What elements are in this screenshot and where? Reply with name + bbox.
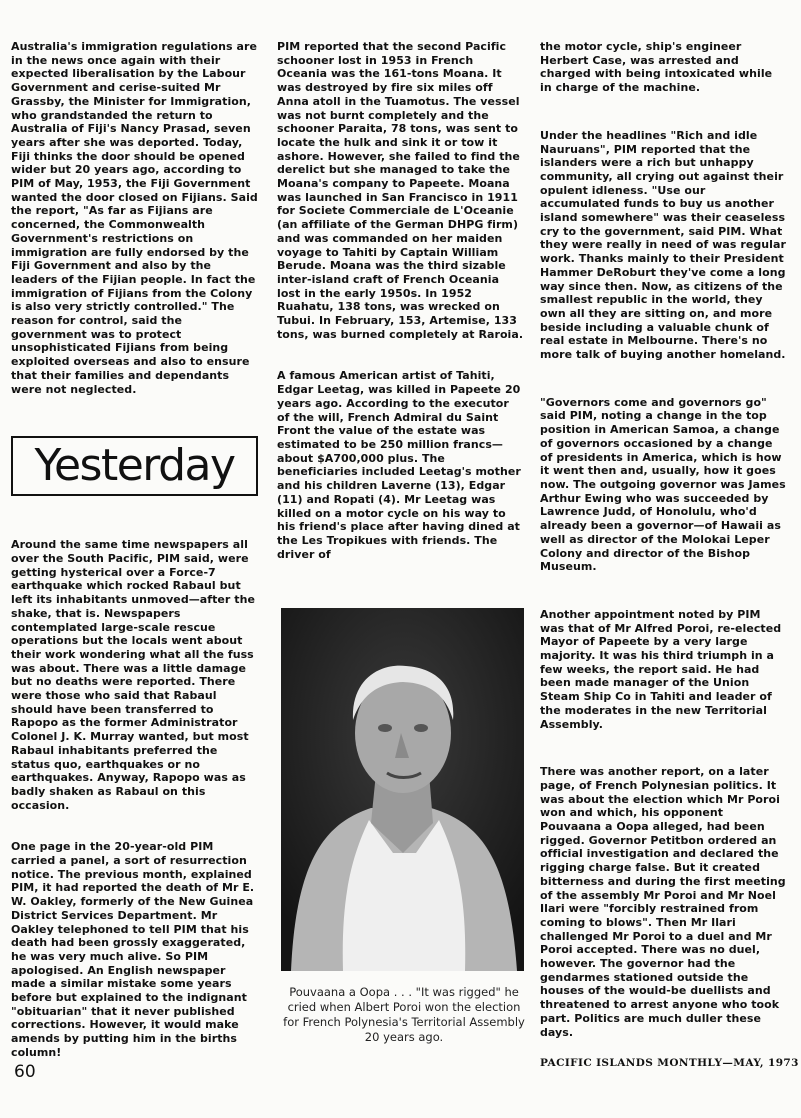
page-number: 60 [14, 1062, 36, 1082]
publication-footer: PACIFIC ISLANDS MONTHLY—MAY, 1973 [540, 1057, 799, 1069]
article-governors: "Governors come and governors go" said PIM, noting a change in the top position in American Samoa, a change of governors occasioned by a change of presidents in America, which is how it went then and, usually, how it goes now. The outgoing governor was James Arthur Ewing who was succeeded by Lawrence Judd, of Honolulu, who'd already been a governor—of Hawaii as well as director of the Molokai Leper Colony and director of the Bishop Museum. [540, 395, 786, 574]
portrait-photo [281, 608, 524, 971]
column-3 [540, 40, 787, 1039]
article-earthquake: Around the same time newspapers all over the South Pacific, PIM said, were getting hysterical over a Force-7 earthquake which rocked Rabaul but left its inhabitants unmoved—after the shake, that is. Newspapers contemplated large-scale rescue operations but the locals went about their work wondering what all the fuss was about. There was a little damage but no deaths were reported. There were those who said that Rabaul should have been transferred to Rapopo as the former Administrator Colonel J. K. Murray wanted, but most Rabaul inhabitants preferred the status quo, earthquakes or no earthquakes. Anyway, Rapopo was as badly shaken as Rabaul on this occasion. [11, 538, 255, 812]
section-heading: Yesterday [34, 440, 235, 492]
column-1 [11, 40, 258, 1060]
section-heading-box [11, 436, 258, 496]
article-politics: There was another report, on a later page, of French Polynesian politics. It was about the election which Mr Poroi won and which, his opponent Pouvaana a Oopa alleged, had been rigged. Governor Petitbon ordered an official investigation and declared the rigging charge false. But it created bitterness and during the first meeting of the assembly Mr Poroi and Mr Noel Ilari were "forcibly restrained from coming to blows". Then Mr Ilari challenged Mr Poroi to a duel and Mr Poroi accepted. There was no duel, however. The governor had the gendarmes stationed outside the houses of the would-be duellists and threatened to arrest anyone who took part. Politics are much duller these days. [540, 765, 786, 1039]
article-poroi-mayor: Another appointment noted by PIM was that of Mr Alfred Poroi, re-elected Mayor of Papeete by a very large majority. It was his third triumph in a few weeks, the report said. He had been made manager of the Union Steam Ship Co in Tahiti and leader of the moderates in the new Territorial Assembly. [540, 607, 782, 731]
photo-caption: Pouvaana a Oopa . . . "It was rigged" he cried when Albert Poroi won the election for French Polynesia's Territorial Assembly 20 years ago. [283, 985, 525, 1044]
article-oakley: One page in the 20-year-old PIM carried a panel, a sort of resurrection notice. The previous month, explained PIM, it had reported the death of Mr E. W. Oakley, formerly of the New Guinea District Services Department. Mr Oakley telephoned to tell PIM that his death had been grossly exaggerated, he was very much alive. So PIM apologised. An English newspaper made a similar mistake some years before but explained to the indignant "obituarian" that it never published corrections. However, it would make amends by putting him in the births column! [11, 840, 255, 1059]
article-case: the motor cycle, ship's engineer Herbert Case, was arrested and charged with being intoxicated while in charge of the machine. [540, 40, 773, 95]
column-2 [277, 40, 525, 561]
article-leetag: A famous American artist of Tahiti, Edgar Leetag, was killed in Papeete 20 years ago. According to the executor of the will, French Admiral du Saint Front the value of the estate was estimated to be 250 million francs—about $A700,000 plus. The beneficiaries included Leetag's mother and his children Laverne (13), Edgar (11) and Ropati (4). Mr Leetag was killed on a motor cycle on his way to his friend's place after having dined at the Les Tropikues with friends. The driver of [277, 369, 521, 561]
portrait-image [281, 608, 524, 971]
article-immigration: Australia's immigration regulations are in the news once again with their expected liberalisation by the Labour Government and cerise-suited Mr Grassby, the Minister for Immigration, who grandstanded the return to Australia of Fiji's Nancy Prasad, seven years after she was deported. Today, Fiji thinks the door should be opened wider but 20 years ago, according to PIM of May, 1953, the Fiji Government wanted the door closed on Fijians. Said the report, "As far as Fijians are concerned, the Commonwealth Government's restrictions on immigration are fully endorsed by the Fiji Government and also by the leaders of the Fijian people. In fact the immigration of Fijians from the Colony is also very strictly controlled." The reason for control, said the government was to protect unsophisticated Fijians from being exploited overseas and also to ensure that their families and dependants were not neglected. [11, 40, 258, 396]
article-moana: PIM reported that the second Pacific schooner lost in 1953 in French Oceania was the 161-tons Moana. It was destroyed by fire six miles off Anna atoll in the Tuamotus. The vessel was not burnt completely and the schooner Paraita, 78 tons, was sent to locate the hulk and sink it or tow it ashore. However, she failed to find the derelict but she managed to take the Moana's company to Papeete. Moana was launched in San Francisco in 1911 for Societe Commerciale de L'Oceanie (an affiliate of the German DHPG firm) and was commanded on her maiden voyage to Tahiti by Captain William Berude. Moana was the third sizable inter-island craft of French Oceania lost in the early 1950s. In 1952 Ruahatu, 138 tons, was wrecked on Tubui. In February, 153, Artemise, 133 tons, was burned completely at Raroia. [277, 40, 524, 341]
article-nauruans: Under the headlines "Rich and idle Nauruans", PIM reported that the islanders were a rich but unhappy community, all crying out against their opulent idleness. "Use our accumulated funds to buy us another island somewhere" was their ceaseless cry to the government, said PIM. What they were really in need of was regular work. Thanks mainly to their President Hammer DeRoburt they've come a long way since then. Now, as citizens of the smallest republic in the world, they own all they are sitting on, and more beside including a valuable chunk of real estate in Melbourne. There's no more talk of buying another homeland. [540, 128, 786, 362]
